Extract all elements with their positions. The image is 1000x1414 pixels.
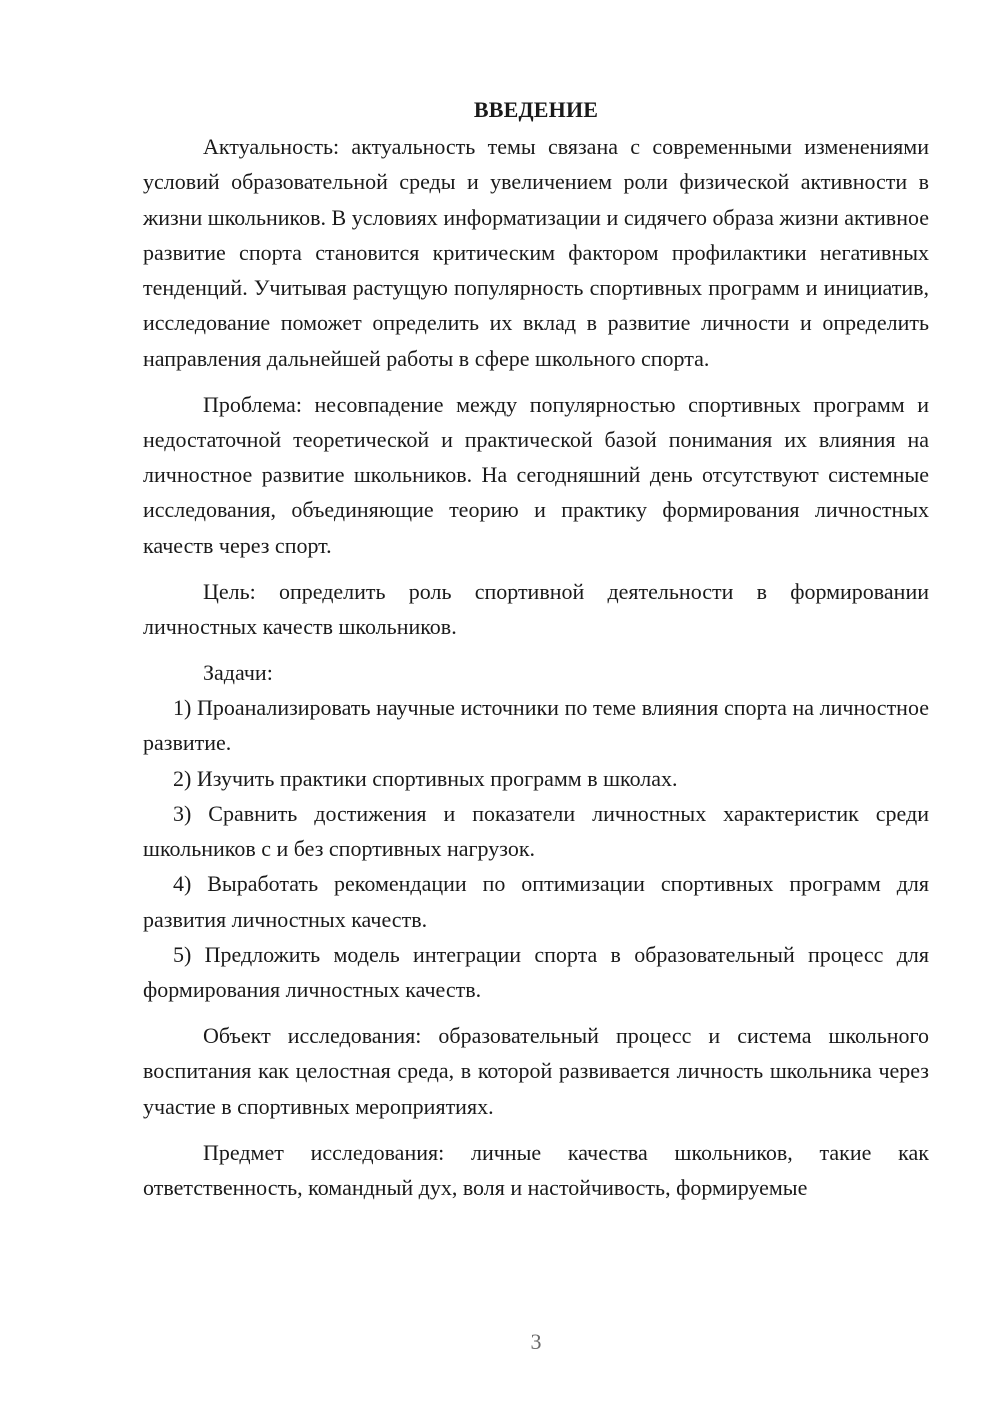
subject-paragraph: Предмет исследования: личные качества школьников, такие как ответственность, командный дух, воля и настойчивость, формируемые: [143, 1139, 929, 1200]
page-content: [143, 92, 929, 1205]
task-item: 5) Предложить модель интеграции спорта в образовательный процесс для формирования личностных качеств.: [143, 942, 929, 1003]
object-paragraph: Объект исследования: образовательный процесс и система школьного воспитания как целостная среда, в которой развивается личность школьника через участие в спортивных мероприятиях.: [143, 1023, 929, 1119]
tasks-list: [143, 690, 929, 1008]
page-number: 3: [530, 1329, 542, 1354]
tasks-label: Задачи:: [203, 659, 273, 685]
problem-paragraph: Проблема: несовпадение между популярностью спортивных программ и недостаточной теоретической и практической базой понимания их влияния на личностное развитие школьников. На сегодняшний день отсутствуют системные исследования, объединяющие теорию и практику формирования личностных качеств через спорт.: [143, 391, 929, 558]
task-item: 1) Проанализировать научные источники по теме влияния спорта на личностное развитие.: [143, 694, 929, 756]
relevance-paragraph: Актуальность: актуальность темы связана с современными изменениями условий образовательной среды и увеличением роли физической активности в жизни школьников. В условиях информатизации и сидячего образа жизни активное развитие спорта становится критическим фактором профилактики негативных тенденций. Учитывая растущую популярность спортивных программ и инициатив, исследование поможет определить их вклад в развитие личности и определить направления дальнейшей работы в сфере школьного спорта.: [143, 134, 929, 371]
task-item: 4) Выработать рекомендации по оптимизации спортивных программ для развития личностных качеств.: [143, 871, 929, 932]
task-item: 3) Сравнить достижения и показатели личностных характеристик среди школьников с и без спортивных нагрузок.: [143, 800, 929, 862]
task-item: 2) Изучить практики спортивных программ в школах.: [173, 765, 678, 791]
section-heading: ВВЕДЕНИЕ: [473, 97, 599, 122]
goal-paragraph: Цель: определить роль спортивной деятельности в формировании личностных качеств школьников.: [143, 578, 929, 639]
